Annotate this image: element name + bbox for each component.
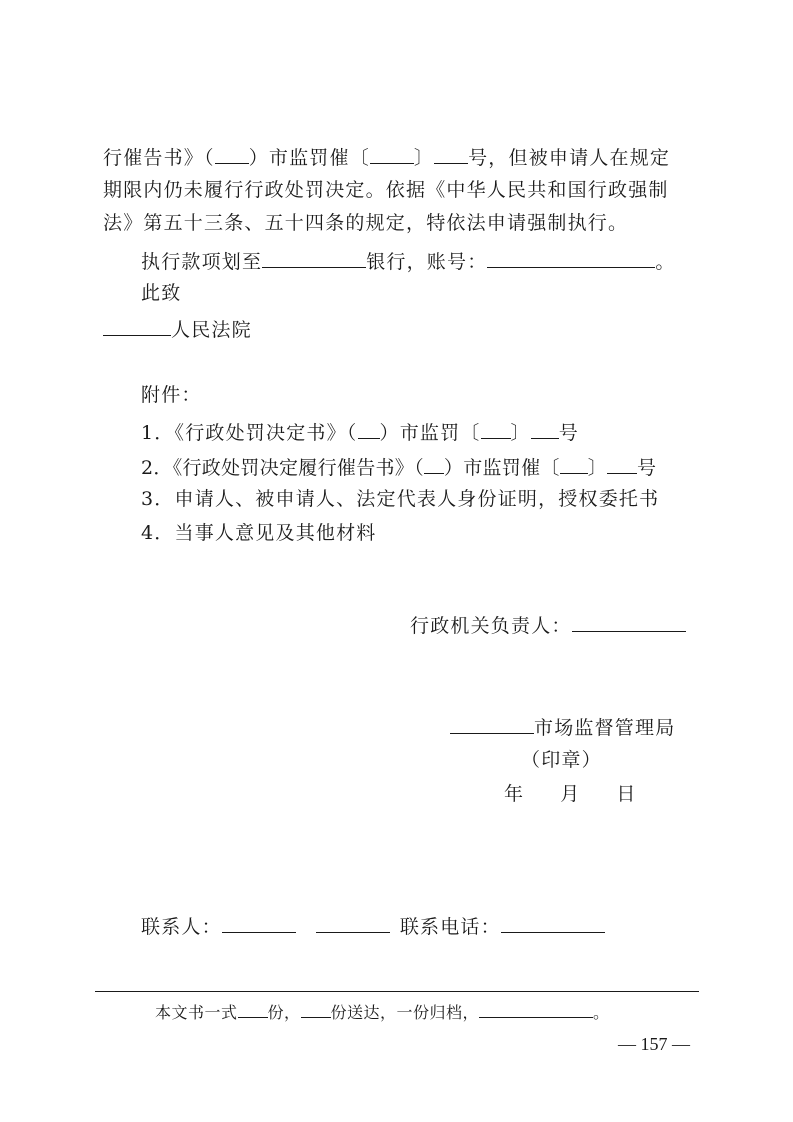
- serial-blank[interactable]: [434, 146, 468, 164]
- bureau-suffix: 市场监督管理局: [534, 717, 676, 739]
- contact-phone-label: 联系电话：: [399, 916, 501, 938]
- footer-note-b: 份，: [267, 1003, 301, 1022]
- responsible-blank[interactable]: [572, 614, 686, 632]
- court-blank[interactable]: [103, 318, 171, 336]
- contact-person-blank-1[interactable]: [222, 915, 296, 933]
- attachments-label: 附件：: [141, 384, 202, 406]
- item2-year-blank[interactable]: [424, 456, 444, 474]
- body-line-2: 期限内仍未履行行政处罚决定。依据《中华人民共和国行政强制: [103, 179, 669, 201]
- responsible-line: [410, 614, 686, 636]
- item1-text-b: ）市监罚〔: [379, 422, 481, 444]
- bank-blank[interactable]: [262, 250, 366, 268]
- attachment-item-4: 4．当事人意见及其他材料: [141, 522, 377, 544]
- body-line-3: 法》第五十三条、五十四条的规定，特依法申请强制执行。: [103, 212, 629, 234]
- contact-line: [141, 915, 605, 937]
- item1-text-a: 1．《行政处罚决定书》（: [141, 422, 358, 444]
- payment-line: [141, 250, 676, 272]
- body-line-1: [103, 146, 670, 168]
- salutation: 此致: [141, 282, 182, 304]
- payment-text-a: 执行款项划至: [141, 251, 263, 273]
- line1-text-b: ）市监罚催〔: [248, 147, 370, 169]
- item2-text-c: 〕: [587, 457, 608, 479]
- footer-note-d: 。: [593, 1003, 610, 1022]
- footer-divider: [95, 991, 699, 992]
- footer-note: [155, 1003, 610, 1021]
- item1-serial-blank[interactable]: [531, 421, 559, 439]
- date-day: 日: [616, 783, 637, 805]
- item2-text-d: 号: [637, 457, 657, 479]
- seal-line: （印章）: [521, 749, 602, 771]
- doc-number-blank[interactable]: [370, 146, 414, 164]
- date-month: 月: [560, 783, 581, 805]
- line1-text-a: 行催告书》（: [103, 147, 215, 169]
- account-blank[interactable]: [487, 250, 655, 268]
- remark-blank[interactable]: [479, 1003, 593, 1018]
- footer-note-a: 本文书一式: [155, 1003, 238, 1022]
- payment-text-c: 。: [655, 251, 676, 273]
- page-number: — 157 —: [618, 1034, 690, 1054]
- bureau-blank[interactable]: [450, 716, 534, 734]
- item2-text-a: 2．《行政处罚决定履行催告书》（: [141, 457, 424, 479]
- bureau-line: [450, 716, 675, 738]
- item2-text-b: ）市监罚催〔: [443, 457, 560, 479]
- item1-text-d: 号: [558, 422, 579, 444]
- date-line: [504, 785, 637, 804]
- served-blank[interactable]: [301, 1003, 331, 1018]
- item1-year-blank[interactable]: [358, 421, 380, 439]
- attachment-item-2: [141, 456, 656, 478]
- year-blank[interactable]: [215, 146, 249, 164]
- contact-phone-blank[interactable]: [501, 915, 605, 933]
- line1-text-c: 〕: [413, 147, 435, 169]
- contact-person-label: 联系人：: [141, 916, 222, 938]
- responsible-label: 行政机关负责人：: [410, 615, 572, 637]
- footer-note-c: 份送达，一份归档，: [330, 1003, 480, 1022]
- date-year: 年: [504, 783, 525, 805]
- court-suffix: 人民法院: [171, 319, 252, 341]
- item1-number-blank[interactable]: [481, 421, 511, 439]
- item2-number-blank[interactable]: [560, 456, 588, 474]
- attachment-item-3: 3．申请人、被申请人、法定代表人身份证明，授权委托书: [141, 488, 660, 510]
- court-line: [103, 318, 252, 340]
- payment-text-b: 银行，账号：: [366, 251, 488, 273]
- attachment-item-1: [141, 421, 579, 443]
- line1-text-d: 号，但被申请人在规定: [468, 147, 671, 169]
- item2-serial-blank[interactable]: [607, 456, 637, 474]
- item1-text-c: 〕: [510, 422, 531, 444]
- contact-person-blank-2[interactable]: [316, 915, 390, 933]
- copies-blank[interactable]: [238, 1003, 268, 1018]
